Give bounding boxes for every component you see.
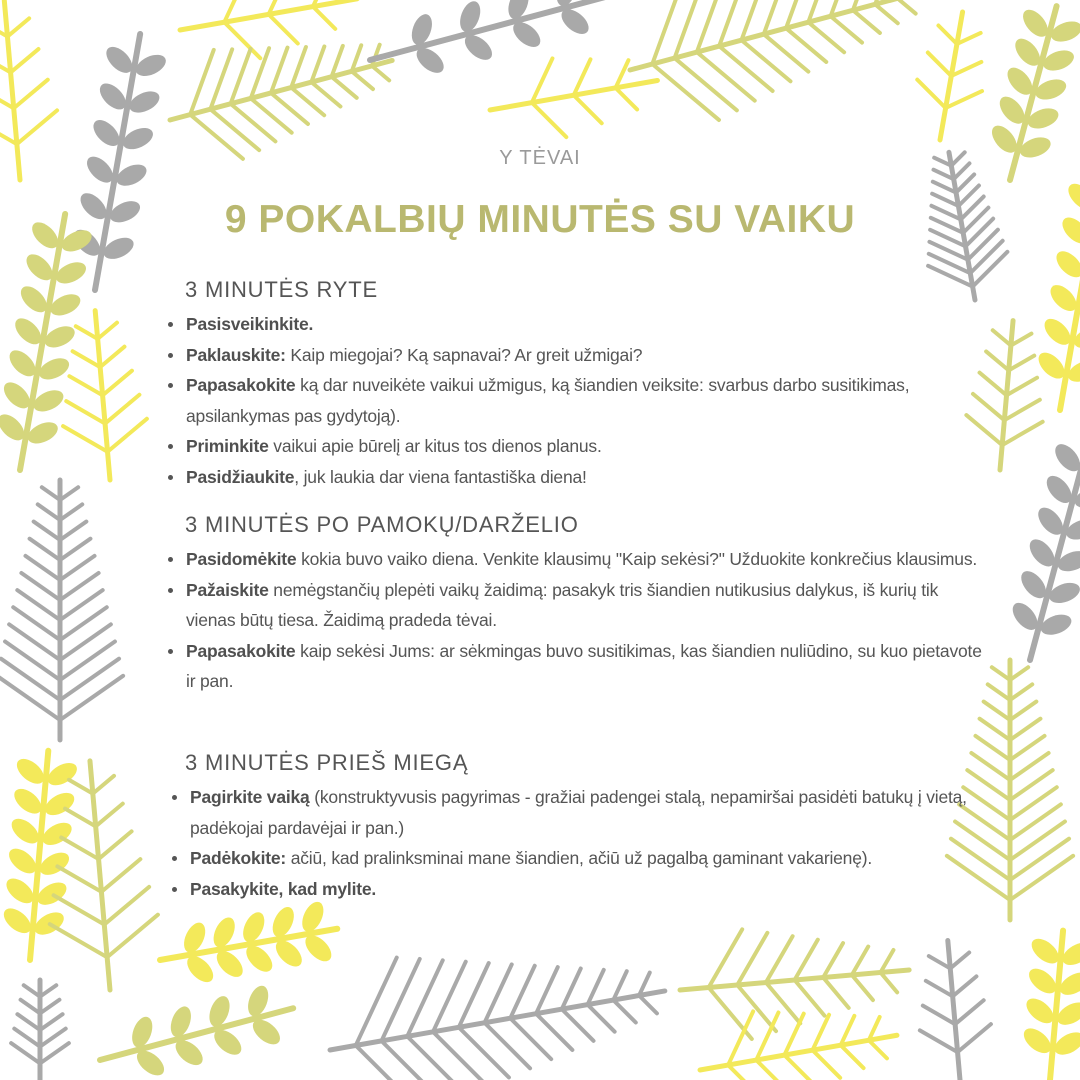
- item-text: Kaip miegojai? Ką sapnavai? Ar greit užmigai?: [285, 344, 643, 365]
- section-heading: 3 MINUTĖS RYTE: [185, 277, 378, 302]
- bullet-list: [163, 544, 983, 697]
- item-keyword: Papasakokite: [186, 375, 296, 395]
- item-keyword: Pasakykite, kad mylite.: [190, 878, 377, 899]
- list-item: [186, 575, 983, 636]
- item-text: kokia buvo vaiko diena. Venkite klausimų "Kaip sekėsi?" Užduokite konkrečius klausimus.: [296, 549, 978, 569]
- list-item: [186, 544, 983, 575]
- item-keyword: Priminkite: [186, 436, 269, 456]
- item-text: vaikui apie būrelį ar kitus tos dienos planus.: [268, 436, 602, 456]
- list-item: [186, 636, 983, 697]
- item-keyword: Pasisveikinkite.: [186, 314, 314, 334]
- item-keyword: Pasidomėkite: [186, 549, 297, 569]
- list-item: [190, 782, 983, 843]
- item-text: kaip sekėsi Jums: ar sėkmingas buvo susitikimas, kas šiandien nuliūdino, su kuo pietavote ir pan.: [186, 640, 982, 691]
- section-heading: 3 MINUTĖS PO PAMOKŲ/DARŽELIO: [185, 512, 579, 537]
- item-keyword: Pasidžiaukite: [186, 466, 295, 487]
- list-item: [186, 462, 983, 493]
- section-after-school: [163, 512, 983, 697]
- item-keyword: Padėkokite:: [190, 848, 287, 868]
- item-text: ką dar nuveikėte vaikui užmigus, ką šiandien veiksite: svarbus darbo susitikimas, apsilankymas pas gydytoją).: [186, 375, 910, 426]
- bullet-list: [163, 309, 983, 492]
- list-item: [190, 843, 983, 874]
- bullet-list: [163, 782, 983, 904]
- item-keyword: Papasakokite: [186, 640, 296, 661]
- list-item: [186, 370, 983, 431]
- item-text: , juk laukia dar viena fantastiška diena!: [294, 466, 587, 487]
- list-item: [190, 874, 983, 905]
- kicker-text: Y TĖVAI: [499, 147, 581, 169]
- item-text: (konstruktyvusis pagyrimas - gražiai padengei stalą, nepamiršai pasidėti batukų į vietą, padėkojai pardavėjai ir pan.): [190, 787, 967, 838]
- section-heading: 3 MINUTĖS PRIEŠ MIEGĄ: [185, 750, 469, 775]
- item-keyword: Pagirkite vaiką: [190, 787, 310, 807]
- page-title: 9 POKALBIŲ MINUTĖS SU VAIKU: [224, 198, 856, 241]
- section-before-sleep: [163, 750, 983, 904]
- item-text: nemėgstančių plepėti vaikų žaidimą: pasakyk tris šiandien nutikusius dalykus, iš kurių tik vienas būtų tiesa. Žaidimą pradeda tėvai.: [186, 579, 939, 630]
- item-keyword: Pažaiskite: [186, 579, 269, 600]
- item-keyword: Paklauskite:: [186, 344, 286, 365]
- list-item: [186, 431, 983, 462]
- list-item: [186, 309, 983, 340]
- list-item: [186, 340, 983, 371]
- section-morning: [163, 277, 983, 492]
- item-text: ačiū, kad pralinksminai mane šiandien, ačiū už pagalbą gaminant vakarienę).: [286, 848, 873, 868]
